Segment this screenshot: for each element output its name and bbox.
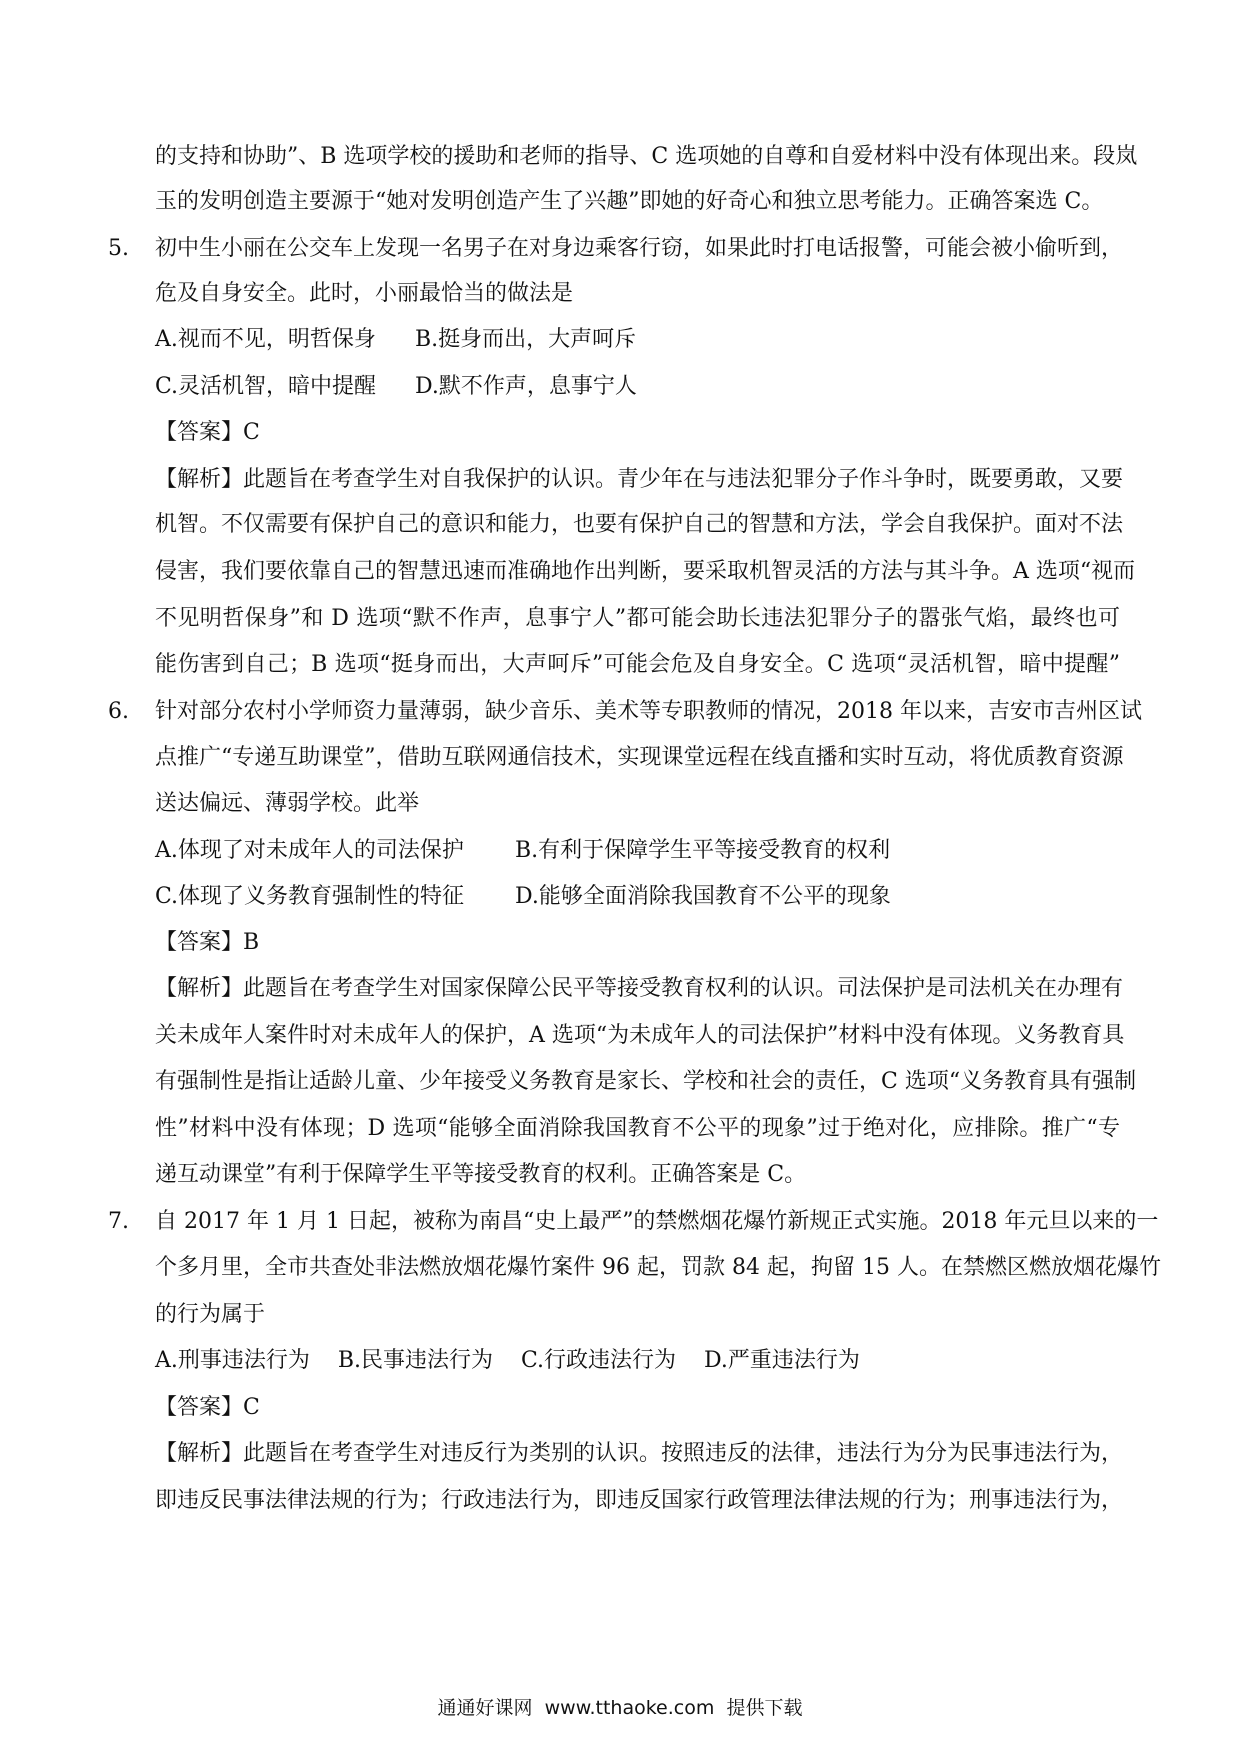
question-stem: 的行为属于 — [155, 1302, 266, 1327]
explanation-line: 有强制性是指让适龄儿童、少年接受义务教育是家长、学校和社会的责任，C 选项“义务教育具有强制 — [155, 1069, 1137, 1094]
options-row: A.刑事违法行为 B.民事违法行为 C.行政违法行为 D.严重违法行为 — [155, 1348, 860, 1373]
question-stem: 点推广“专递互助课堂”，借助互联网通信技术，实现课堂远程在线直播和实时互动，将优质教育资源 — [155, 745, 1124, 770]
answer: 【答案】C — [155, 1395, 260, 1420]
explanation-line: 机智。不仅需要有保护自己的意识和能力，也要有保护自己的智慧和方法，学会自我保护。面对不法 — [155, 512, 1124, 537]
explanation-continuation-line: 的支持和协助”、B 选项学校的援助和老师的指导、C 选项她的自尊和自爱材料中没有体现出来。段岚 — [155, 144, 1138, 169]
question-number: 7. — [108, 1209, 129, 1234]
option-c: C.灵活机智，暗中提醒 — [155, 374, 377, 399]
explanation-line: 关未成年人案件时对未成年人的保护，A 选项“为未成年人的司法保护”材料中没有体现。义务教育具 — [155, 1023, 1125, 1048]
explanation-line: 递互动课堂”有利于保障学生平等接受教育的权利。正确答案是 C。 — [155, 1162, 807, 1187]
question-number: 5. — [108, 236, 129, 261]
answer: 【答案】B — [155, 930, 260, 955]
question-number: 6. — [108, 699, 129, 724]
option-d: D.能够全面消除我国教育不公平的现象 — [515, 884, 891, 909]
option-a: A.视而不见，明哲保身 — [155, 327, 376, 352]
explanation-line: 【解析】此题旨在考查学生对违反行为类别的认识。按照违反的法律，违法行为分为民事违法行为， — [155, 1441, 1124, 1466]
explanation-continuation-line: 玉的发明创造主要源于“她对发明创造产生了兴趣”即她的好奇心和独立思考能力。正确答案选 C。 — [155, 189, 1104, 214]
explanation-line: 不见明哲保身”和 D 选项“默不作声，息事宁人”都可能会助长违法犯罪分子的嚣张气焰，最终也可 — [155, 606, 1120, 631]
option-b: B.挺身而出，大声呵斥 — [415, 327, 637, 352]
question-stem: 个多月里，全市共查处非法燃放烟花爆竹案件 96 起，罚款 84 起，拘留 15 人。在禁燃区燃放烟花爆竹 — [155, 1255, 1161, 1280]
option-c: C.体现了义务教育强制性的特征 — [155, 884, 465, 909]
explanation-line: 【解析】此题旨在考查学生对自我保护的认识。青少年在与违法犯罪分子作斗争时，既要勇敢，又要 — [155, 467, 1124, 492]
question-stem: 送达偏远、薄弱学校。此举 — [155, 791, 420, 816]
explanation-line: 即违反民事法律法规的行为；行政违法行为，即违反国家行政管理法律法规的行为；刑事违法行为， — [155, 1488, 1124, 1513]
page-footer: 通通好课网 www.tthaoke.com 提供下载 — [437, 1697, 803, 1719]
option-d: D.默不作声，息事宁人 — [415, 374, 637, 399]
option-a: A.体现了对未成年人的司法保护 — [155, 838, 464, 863]
question-stem: 危及自身安全。此时，小丽最恰当的做法是 — [155, 281, 574, 306]
question-stem: 初中生小丽在公交车上发现一名男子在对身边乘客行窃，如果此时打电话报警，可能会被小偷听到， — [155, 236, 1124, 261]
question-stem: 自 2017 年 1 月 1 日起，被称为南昌“史上最严”的禁燃烟花爆竹新规正式实施。2018 年元旦以来的一 — [155, 1209, 1159, 1234]
option-b: B.有利于保障学生平等接受教育的权利 — [515, 838, 891, 863]
explanation-line: 能伤害到自己；B 选项“挺身而出，大声呵斥”可能会危及自身安全。C 选项“灵活机智，暗中提醒” — [155, 652, 1120, 677]
answer: 【答案】C — [155, 420, 260, 445]
explanation-line: 【解析】此题旨在考查学生对国家保障公民平等接受教育权利的认识。司法保护是司法机关在办理有 — [155, 976, 1124, 1001]
explanation-line: 侵害，我们要依靠自己的智慧迅速而准确地作出判断，要采取机智灵活的方法与其斗争。A 选项“视而 — [155, 559, 1136, 584]
explanation-line: 性”材料中没有体现；D 选项“能够全面消除我国教育不公平的现象”过于绝对化，应排除。推广“专 — [155, 1116, 1120, 1141]
question-stem: 针对部分农村小学师资力量薄弱，缺少音乐、美术等专职教师的情况，2018 年以来，吉安市吉州区试 — [155, 699, 1142, 724]
